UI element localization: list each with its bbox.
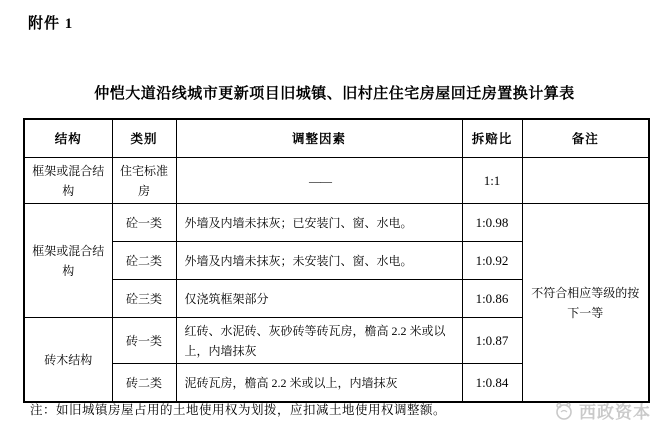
header-adjustment-factor: 调整因素 — [176, 119, 462, 158]
ratio-cell: 1:0.92 — [462, 242, 522, 280]
category-cell: 砖一类 — [112, 318, 176, 364]
document-title: 仲恺大道沿线城市更新项目旧城镇、旧村庄住宅房屋回迁房置换计算表 — [94, 86, 575, 102]
header-category: 类别 — [112, 119, 176, 158]
factor-cell — [176, 158, 462, 204]
factor-cell: 红砖、水泥砖、灰砂砖等砖瓦房，檐高 2.2 米或以上，内墙抹灰 — [176, 318, 462, 364]
factor-cell: 泥砖瓦房，檐高 2.2 米或以上，内墙抹灰 — [176, 364, 462, 403]
footnote: 注：如旧城镇房屋占用的土地使用权为划拨，应扣减土地使用权调整额。 — [30, 403, 447, 417]
watermark-brand-text: 西政资本 — [579, 403, 651, 422]
ratio-cell: 1:0.86 — [462, 280, 522, 318]
remark-cell-empty — [522, 158, 649, 204]
watermark-logo-icon — [554, 401, 574, 421]
ratio-cell: 1:1 — [462, 158, 522, 204]
ratio-cell: 1:0.84 — [462, 364, 522, 403]
factor-cell: 仅浇筑框架部分 — [176, 280, 462, 318]
category-cell: 住宅标准房 — [112, 158, 176, 204]
factor-cell: 外墙及内墙未抹灰；已安装门、窗、水电。 — [176, 204, 462, 242]
remark-cell-merged: 不符合相应等级的按下一等 — [522, 204, 649, 403]
structure-cell-merged: 砖木结构 — [24, 318, 112, 403]
header-structure: 结构 — [24, 119, 112, 158]
structure-cell: 框架或混合结构 — [24, 158, 112, 204]
watermark — [554, 398, 651, 423]
dash-placeholder: —— — [309, 173, 331, 188]
ratio-cell: 1:0.87 — [462, 318, 522, 364]
factor-cell: 外墙及内墙未抹灰；未安装门、窗、水电。 — [176, 242, 462, 280]
ratio-cell: 1:0.98 — [462, 204, 522, 242]
category-cell: 砖二类 — [112, 364, 176, 403]
header-ratio: 拆赔比 — [462, 119, 522, 158]
compensation-table — [23, 118, 650, 403]
structure-cell-merged: 框架或混合结构 — [24, 204, 112, 318]
table-row — [24, 204, 649, 242]
category-cell: 砼一类 — [112, 204, 176, 242]
header-remark: 备注 — [522, 119, 649, 158]
table-header-row — [24, 119, 649, 158]
category-cell: 砼三类 — [112, 280, 176, 318]
attachment-label: 附件 1 — [28, 16, 74, 32]
table-row — [24, 158, 649, 204]
category-cell: 砼二类 — [112, 242, 176, 280]
